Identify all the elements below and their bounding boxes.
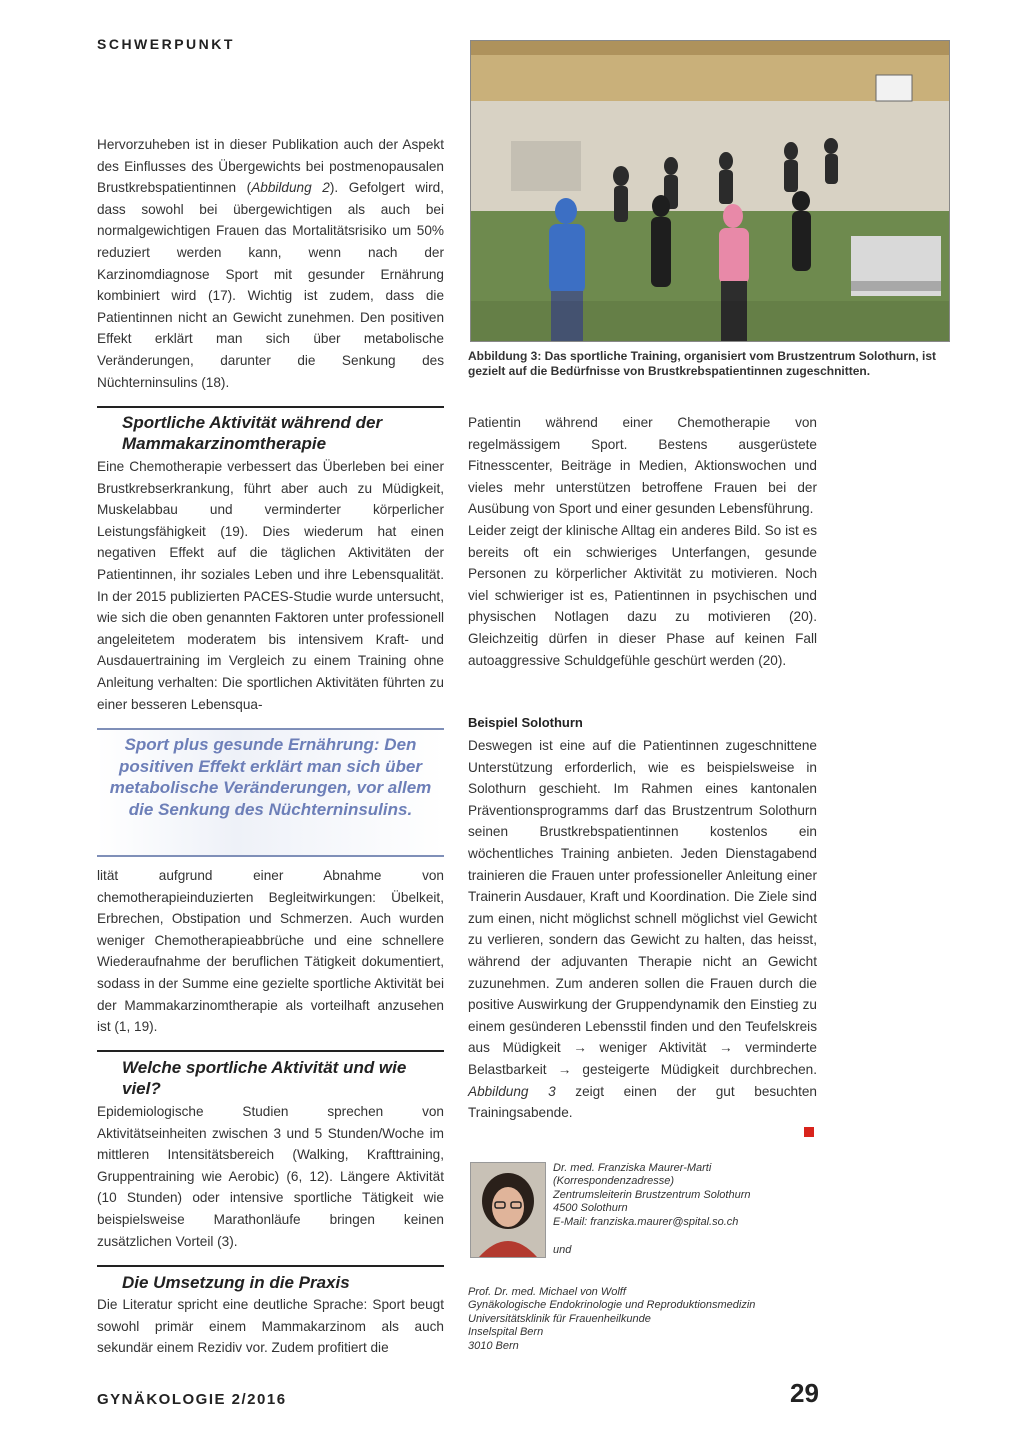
figure-caption: Abbildung 3: Das sportliche Training, organisiert vom Brustzentrum Solothurn, ist gezielt auf die Bedürfnisse von Brustkrebspatientinnen zugeschnitten. — [468, 349, 937, 378]
intro-paragraph — [97, 134, 444, 393]
body-paragraph: Die Literatur spricht eine deutliche Sprache: Sport beugt sowohl primär einem Mammakarzinom als auch sekundär einem Rezidiv vor. Zudem profitiert die — [97, 1297, 444, 1356]
author-connector: und — [553, 1244, 572, 1256]
heading-sport-during-therapy: Sportliche Aktivität während der Mammakarzinomtherapie — [122, 413, 383, 453]
figure-reference: Abbildung 2 — [251, 180, 330, 196]
author-portrait — [470, 1162, 546, 1258]
subheading-solothurn: Beispiel Solothurn — [468, 715, 583, 730]
section-divider — [97, 1265, 444, 1267]
author-2-block: Prof. Dr. med. Michael von Wolff Gynäkologische Endokrinologie und Reproduktionsmedizin Universitätsklinik für Frauenheilkunde Inselspital Bern 3010 Bern — [468, 1286, 756, 1352]
figure-reference: Abbildung 3 — [468, 1083, 556, 1099]
heading-implementation: Die Umsetzung in die Praxis — [122, 1273, 350, 1292]
heading-which-activity: Welche sportliche Aktivität und wie viel? — [122, 1058, 407, 1098]
body-paragraph: Patientin während einer Chemotherapie von regelmässigem Sport. Bestens ausgerüstete Fitnesscenter, Beiträge in Medien, Aktionswochen und vieles mehr unterstützen betroffene Frauen bei der Ausübung von Sport und einer gesunden Lebensführung. Leider zeigt der klinische Alltag ein anderes Bild. So ist es bereits oft ein schwieriges Unterfangen, gesunde Personen zu körperlicher Aktivität zu motivieren. Noch viel schwieriger ist es, Patientinnen in psychischen und physischen Notlagen dazu zu motivieren (20). Gleichzeitig dürfen in dieser Phase auf keinen Fall autoaggressive Schuldgefühle geschürt werden (20). — [468, 415, 817, 668]
pull-quote: Sport plus gesunde Ernährung: Den positiven Effekt erklärt man sich über metabolische Veränderungen, vor allem die Senkung des Nüchterninsulins. — [109, 735, 432, 819]
section-divider — [97, 406, 444, 408]
training-photo — [470, 40, 950, 342]
section-divider — [97, 1050, 444, 1052]
intro-text-b: ). Gefolgert wird, dass sowohl bei übergewichtigen als auch bei normalgewichtigen Frauen das Mortalitätsrisiko um 50% reduziert werden kann, wenn nach der Karzinomdiagnose Sport mit gesunder Ernährung kombiniert wird (17). Wichtig ist zudem, dass die Patientinnen nicht an Gewicht zunehmen. Den positiven Effekt erklärt man sich über metabolische Veränderungen, darunter die Senkung des Nüchterninsulins (18). — [97, 180, 444, 390]
section-label: SCHWERPUNKT — [97, 36, 235, 52]
page-number: 29 — [790, 1378, 819, 1408]
journal-footer: GYNÄKOLOGIE 2/2016 — [97, 1391, 287, 1408]
author-1-block: Dr. med. Franziska Maurer-Marti (Korrespondenzadresse) Zentrumsleiterin Brustzentrum Solothurn 4500 Solothurn E-Mail: franziska.maurer@spital.so.ch — [553, 1162, 751, 1228]
body-paragraph: Eine Chemotherapie verbessert das Überleben bei einer Brustkrebserkrankung, führt aber auch zu Müdigkeit, Muskelabbau und verminderter körperlicher Leistungsfähigkeit (19). Dies wiederum hat einen negativen Effekt auf die täglichen Aktivitäten der Patientinnen, ihr soziales Leben und ihre Lebensqualität. In der 2015 publizierten PACES-Studie wurde untersucht, wie sich die oben genannten Faktoren unter professionell angeleitetem moderatem bis intensivem Kraft- und Ausdauertraining im Vergleich zu einem Training ohne Anleitung verhalten: Die sportlichen Aktivitäten führten zu einer besseren Lebensqua- — [97, 459, 444, 712]
body-paragraph — [468, 735, 817, 1124]
body-paragraph: Epidemiologische Studien sprechen von Aktivitätseinheiten zwischen 3 und 5 Stunden/Woche im mittleren Intensitätsbereich (Walking, Krafttraining, Gruppentraining wie Aerobic) (6, 12). Längere Aktivität (10 Stunden) oder intensive sportliche Tätigkeit wie beispielsweise Marathonläufe bringen keinen zusätzlichen Vorteil (3). — [97, 1104, 444, 1249]
body-paragraph: lität aufgrund einer Abnahme von chemotherapieinduzierten Begleitwirkungen: Übelkeit, Erbrechen, Obstipation und Schmerzen. Auch wurden weniger Chemotherapieabbrüche und eine schnellere Wiederaufnahme der beruflichen Tätigkeit dokumentiert, sodass in der Summe eine gezielte sportliche Aktivität bei der Mammakarzinomtherapie als vorteilhaft anzusehen ist (1, 19). — [97, 868, 444, 1035]
intro-text-a: Hervorzuheben ist in dieser Publikation auch der Aspekt des Einflusses des Übergewichts bei postmenopausalen Brustkrebspatientinnen ( — [97, 137, 444, 196]
solothurn-text-a: Deswegen ist eine auf die Patientinnen zugeschnittene Unterstützung erforderlich, wie es beispielsweise in Solothurn geschieht. Im Rahmen eines kantonalen Präventionsprogramms darf das Brustzentrum Solothurn seinen Brustkrebspatientinnen kostenlos ein wöchentliches Training anbieten. Jeden Dienstagabend trainieren die Frauen unter professioneller Anleitung einer Trainerin Ausdauer, Kraft und Koordination. Die Ziele sind zum einen, nicht möglichst schnell möglichst viel Gewicht zu verlieren, sondern das Gewicht zu halten, das heisst, während der adjuvanten Therapie nicht an Gewicht zuzunehmen. Zum anderen sollen die Frauen durch die positive Auswirkung der Gruppendynamik den Einstieg zu einem gesünderen Lebensstil finden und den Teufelskreis aus Müdigkeit → weniger Aktivität → verminderte Belastbarkeit → gesteigerte Müdigkeit durchbrechen. — [468, 738, 817, 1077]
solothurn-text-b: zeigt einen der gut besuchten Trainingsabende. — [468, 1083, 817, 1121]
end-of-article-mark — [804, 1127, 814, 1137]
